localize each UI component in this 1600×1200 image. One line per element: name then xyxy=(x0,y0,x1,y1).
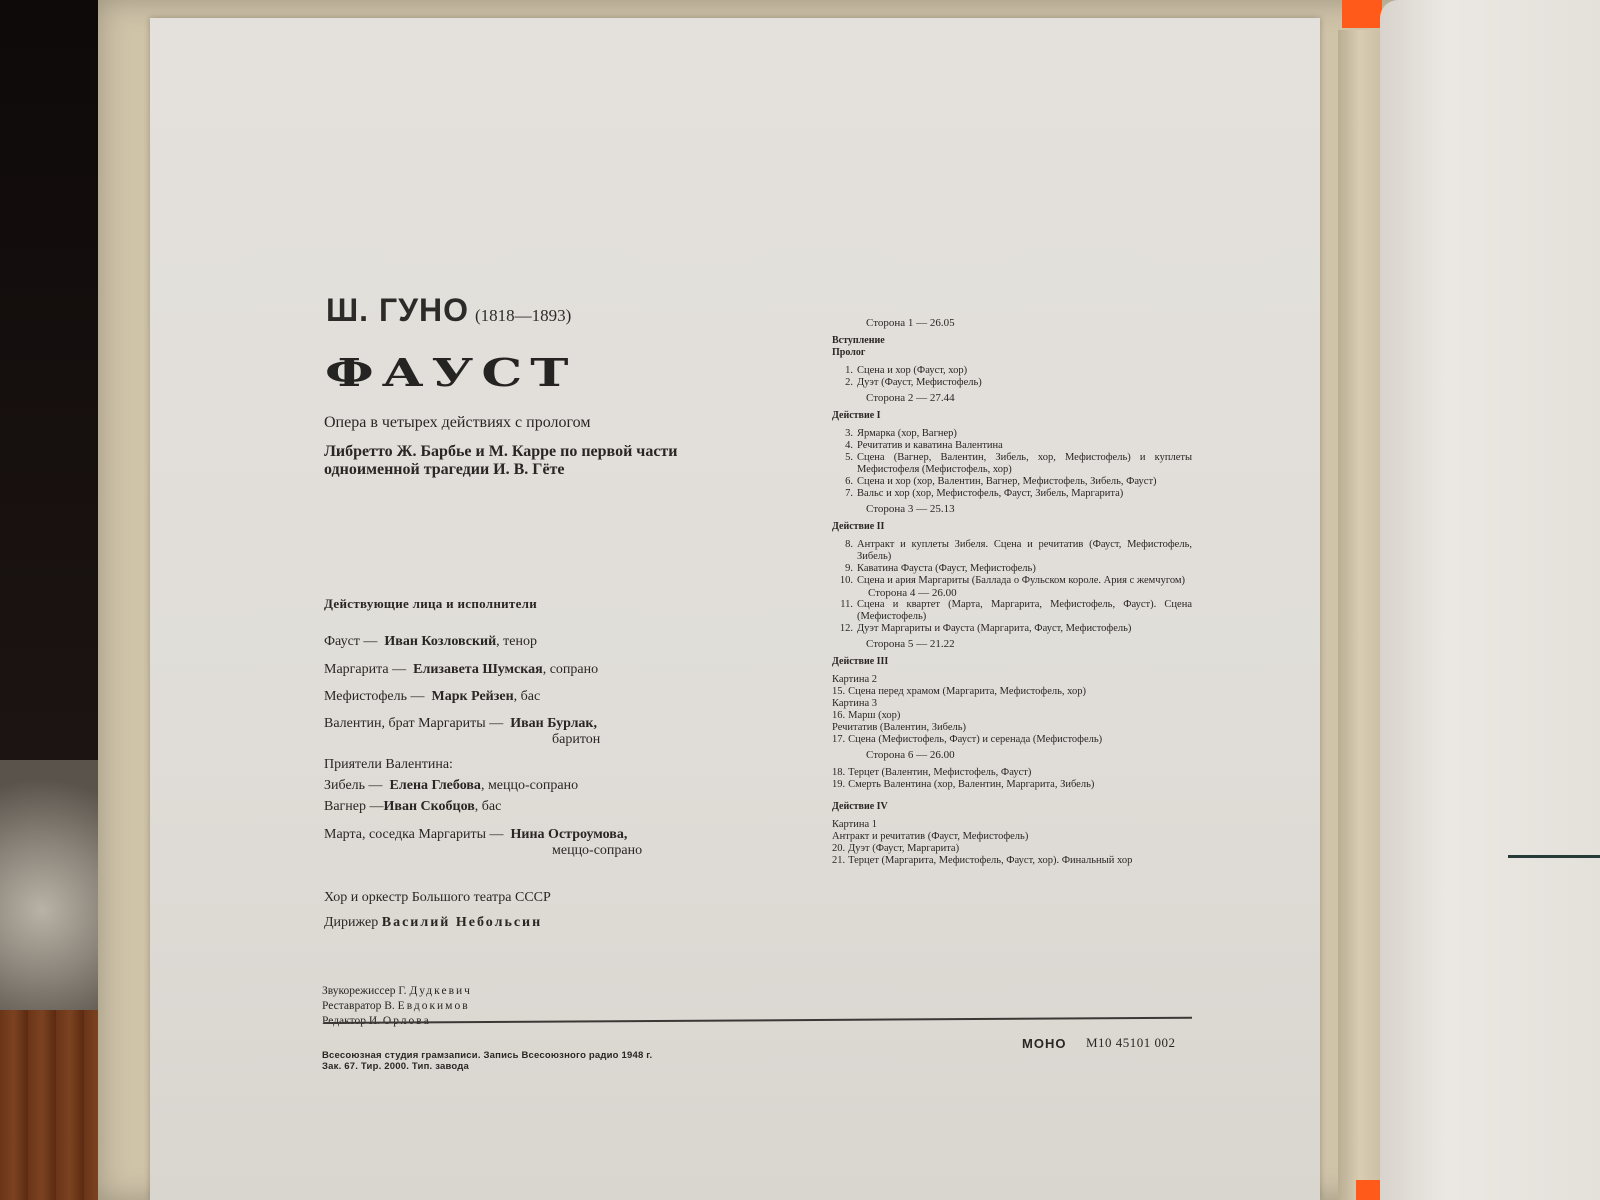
side-header: Сторона 6 — 26.00 xyxy=(866,749,955,761)
track-title: Сцена и хор (Фауст, хор) xyxy=(857,365,968,376)
track-number: 9. xyxy=(845,563,853,574)
track-title: Дуэт (Фауст, Мефистофель) xyxy=(857,377,982,388)
side-header: Сторона 3 — 25.13 xyxy=(866,503,955,515)
composer-years: (1818—1893) xyxy=(474,306,572,325)
track-title: Дуэт Маргариты и Фауста (Маргарита, Фауст, Мефистофель) xyxy=(857,623,1132,634)
track-row xyxy=(832,563,1192,575)
cast-row-martha xyxy=(324,827,642,859)
track-row xyxy=(832,488,1192,500)
section-act: Действие IV xyxy=(832,801,888,812)
background-wood-floor xyxy=(0,1010,105,1200)
track-row xyxy=(832,452,1192,476)
mono-label: МОНО xyxy=(1022,1036,1067,1051)
scene-label: Картина 1 xyxy=(832,819,877,830)
track-title: Дуэт (Фауст, Маргарита) xyxy=(848,843,960,854)
track-title: Терцет (Маргарита, Мефистофель, Фауст, хор). Финальный хор xyxy=(848,855,1133,866)
track-number: 20. xyxy=(832,843,846,854)
credit-name: Евдокимов xyxy=(397,1000,470,1012)
cast-row-margarita xyxy=(324,662,598,678)
cast-voice: , бас xyxy=(513,689,541,704)
track-row xyxy=(832,599,1192,623)
libretto-line: Либретто Ж. Барбье и М. Карре по первой части xyxy=(324,443,678,460)
credit-name: Дудкевич xyxy=(409,985,472,997)
studio-imprint xyxy=(322,1050,652,1072)
cast-singer: Иван Скобцов xyxy=(383,799,475,814)
track-row xyxy=(832,575,1192,587)
track-title: Сцена перед храмом (Маргарита, Мефистофель, хор) xyxy=(848,686,1087,697)
track-row xyxy=(832,710,1192,722)
cast-row-faust xyxy=(324,634,537,650)
cast-voice: , тенор xyxy=(496,634,537,649)
track-list xyxy=(832,314,1192,867)
track-title: Речитатив и каватина Валентина xyxy=(857,440,1003,451)
credit-restorer xyxy=(322,999,472,1014)
studio-line: Зак. 67. Тир. 2000. Тип. завода xyxy=(322,1061,469,1072)
track-number: 5. xyxy=(845,452,853,463)
libretto-credit xyxy=(324,443,678,479)
track-number: 7. xyxy=(845,488,853,499)
cast-role: Мефистофель — xyxy=(324,689,425,704)
track-title: Антракт и куплеты Зибеля. Сцена и речитатив (Фауст, Мефистофель, Зибель) xyxy=(857,539,1192,562)
recitative-label: Речитатив (Валентин, Зибель) xyxy=(832,722,967,733)
cast-voice: баритон xyxy=(552,732,601,747)
cast-singer: Нина Остроумова, xyxy=(510,827,628,842)
cast-singer: Иван Козловский xyxy=(384,634,497,649)
track-number: 2. xyxy=(845,377,853,388)
opera-subtitle: Опера в четырех действиях с прологом xyxy=(324,414,591,431)
track-title: Ярмарка (хор, Вагнер) xyxy=(857,428,957,439)
cast-singer: Марк Рейзен xyxy=(431,689,514,704)
side-header: Сторона 4 — 26.00 xyxy=(868,587,957,599)
track-row xyxy=(832,734,1192,746)
cast-role: Вагнер — xyxy=(324,799,384,814)
track-title: Каватина Фауста (Фауст, Мефистофель) xyxy=(857,563,1036,574)
background-carpet xyxy=(0,760,105,1010)
cast-row-wagner xyxy=(324,799,501,815)
scene-label: Картина 3 xyxy=(832,698,877,709)
composer-heading xyxy=(326,292,571,329)
track-number: 21. xyxy=(832,855,846,866)
track-number: 3. xyxy=(845,428,853,439)
track-number: 6. xyxy=(845,476,853,487)
side-header: Сторона 1 — 26.05 xyxy=(866,317,955,329)
credit-label: Звукорежиссер Г. xyxy=(322,985,407,997)
track-row xyxy=(832,843,1192,855)
track-title: Терцет (Валентин, Мефистофель, Фауст) xyxy=(848,767,1032,778)
track-title: Вальс и хор (хор, Мефистофель, Фауст, Зибель, Маргарита) xyxy=(857,488,1124,499)
conductor-label: Дирижер xyxy=(324,915,379,930)
cast-row-valentin xyxy=(324,716,600,748)
conductor-name: Василий Небольсин xyxy=(381,915,543,930)
track-row xyxy=(832,365,1192,377)
section-act: Действие I xyxy=(832,410,881,421)
credit-label: Реставратор В. xyxy=(322,1000,395,1012)
catalog-number: М10 45101 002 xyxy=(1086,1035,1176,1050)
cast-friends-label: Приятели Валентина: xyxy=(324,757,453,772)
right-leaflet xyxy=(1380,0,1600,1200)
conductor-credit xyxy=(324,915,542,931)
cast-singer: Иван Бурлак, xyxy=(510,716,597,731)
track-title: Сцена (Вагнер, Валентин, Зибель, хор, Мефистофель) и куплеты Мефистофеля (Мефистофель, хор) xyxy=(857,452,1192,475)
track-title: Сцена (Мефистофель, Фауст) и серенада (Мефистофель) xyxy=(848,734,1103,745)
cast-role: Маргарита — xyxy=(324,662,407,677)
track-row xyxy=(832,855,1192,867)
track-row xyxy=(832,428,1192,440)
scene-label: Картина 2 xyxy=(832,674,877,685)
section-prologue: Пролог xyxy=(832,347,866,358)
studio-line: Всесоюзная студия грамзаписи. Запись Всесоюзного радио 1948 г. xyxy=(322,1050,653,1061)
entracte-label: Антракт и речитатив (Фауст, Мефистофель) xyxy=(832,831,1029,842)
cast-role: Марта, соседка Маргариты — xyxy=(324,827,504,842)
track-number: 1. xyxy=(845,365,853,376)
cast-role: Валентин, брат Маргариты — xyxy=(324,716,504,731)
track-row xyxy=(832,767,1192,779)
track-title: Сцена и квартет (Марта, Маргарита, Мефистофель, Фауст). Сцена (Мефистофель) xyxy=(857,599,1192,622)
booklet-page xyxy=(150,18,1320,1200)
track-number: 4. xyxy=(845,440,853,451)
section-act: Действие II xyxy=(832,521,885,532)
cast-voice: , сопрано xyxy=(542,662,599,677)
track-row xyxy=(832,476,1192,488)
track-row xyxy=(832,539,1192,563)
track-number: 15. xyxy=(832,686,846,697)
track-title: Марш (хор) xyxy=(848,710,901,721)
section-intro: Вступление xyxy=(832,335,885,346)
side-header: Сторона 2 — 27.44 xyxy=(866,392,955,404)
track-row xyxy=(832,623,1192,635)
cast-voice: меццо-сопрано xyxy=(552,843,643,858)
track-number: 17. xyxy=(832,734,846,745)
track-row xyxy=(832,377,1192,389)
cast-singer: Елизавета Шумская xyxy=(413,662,543,677)
libretto-line: одноименной трагедии И. В. Гёте xyxy=(324,461,565,478)
track-number: 10. xyxy=(839,575,853,586)
track-row xyxy=(832,440,1192,452)
composer-name: Ш. ГУНО xyxy=(326,292,469,328)
background-dark-wall xyxy=(0,0,105,760)
orange-ribbon-top xyxy=(1342,0,1382,28)
section-act: Действие III xyxy=(832,656,889,667)
cast-voice: , бас xyxy=(474,799,502,814)
track-number: 8. xyxy=(845,539,853,550)
track-number: 12. xyxy=(839,623,853,634)
track-number: 16. xyxy=(832,710,846,721)
opera-title: ФАУСТ xyxy=(325,350,577,395)
chorus-credit: Хор и оркестр Большого театра СССР xyxy=(324,890,551,905)
cast-heading: Действующие лица и исполнители xyxy=(324,596,538,611)
track-row xyxy=(832,779,1192,791)
cast-row-siebel xyxy=(324,778,578,794)
cast-role: Зибель — xyxy=(324,778,383,793)
cast-row-mephisto xyxy=(324,689,540,705)
track-title: Сцена и ария Маргариты (Баллада о Фульском короле. Ария с жемчугом) xyxy=(857,575,1186,586)
side-header: Сторона 5 — 21.22 xyxy=(866,638,955,650)
track-row xyxy=(832,686,1192,698)
cast-role: Фауст — xyxy=(324,634,378,649)
cast-voice: , меццо-сопрано xyxy=(480,778,579,793)
leaflet-line xyxy=(1508,855,1600,858)
track-number: 19. xyxy=(832,779,846,790)
cast-singer: Елена Глебова xyxy=(389,778,481,793)
credit-sound xyxy=(322,984,472,999)
track-number: 18. xyxy=(832,767,846,778)
track-number: 11. xyxy=(840,599,853,610)
track-title: Сцена и хор (хор, Валентин, Вагнер, Мефистофель, Зибель, Фауст) xyxy=(857,476,1157,487)
track-title: Смерть Валентина (хор, Валентин, Маргарита, Зибель) xyxy=(848,779,1095,790)
